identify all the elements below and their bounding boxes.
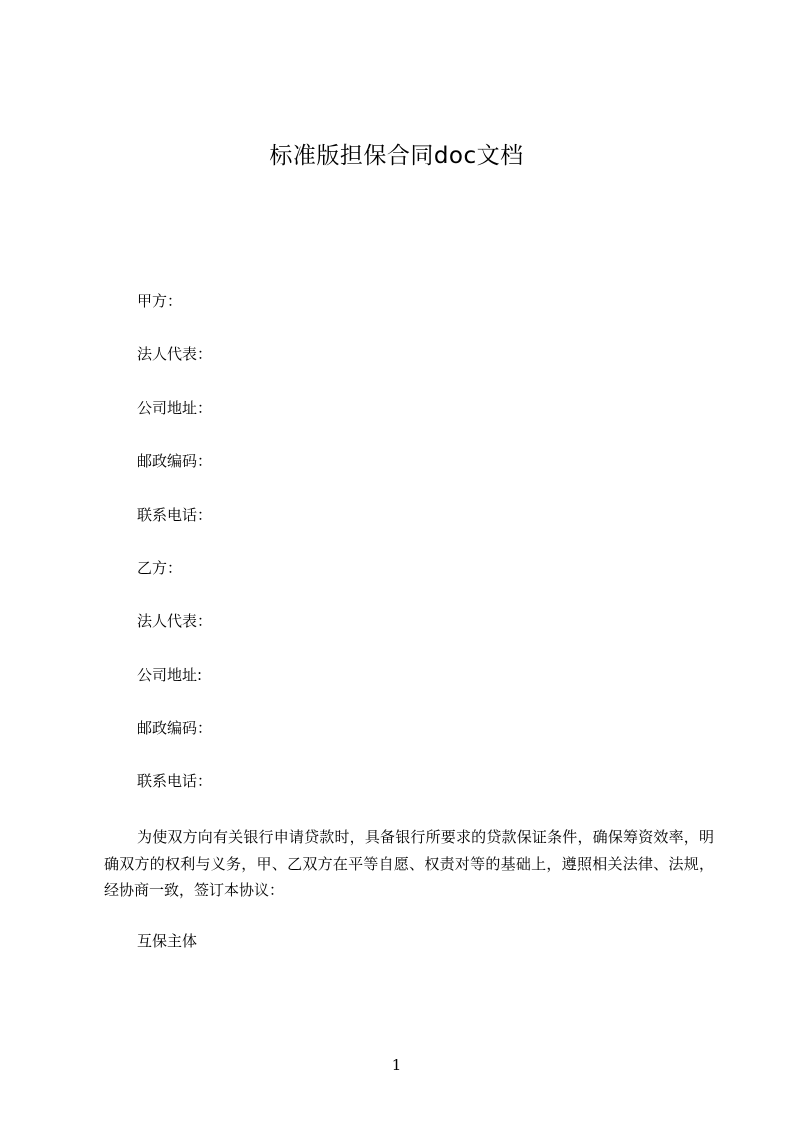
section-heading: 互保主体 [137,932,198,950]
document-title: 标准版担保合同doc文档 [269,143,524,169]
preamble-paragraph: 为使双方向有关银行申请贷款时，具备银行所要求的贷款保证条件，确保筹资效率，明确双方的权利与义务，甲、乙双方在平等自愿、权责对等的基础上，遵照相关法律、法规，经协商一致，签订本协议： [104,828,714,899]
party-b-legal-rep: 法人代表： [137,612,213,630]
party-b-postcode: 邮政编码： [137,719,213,737]
party-b-phone: 联系电话： [137,772,213,790]
party-a-label: 甲方： [137,292,183,310]
party-a-postcode: 邮政编码： [137,452,213,470]
party-b-address: 公司地址: [137,666,203,684]
party-b-label: 乙方： [137,559,183,577]
page-number: 1 [391,1056,402,1074]
party-a-address: 公司地址： [137,399,213,417]
party-a-phone: 联系电话： [137,506,213,524]
party-a-legal-rep: 法人代表： [137,345,213,363]
